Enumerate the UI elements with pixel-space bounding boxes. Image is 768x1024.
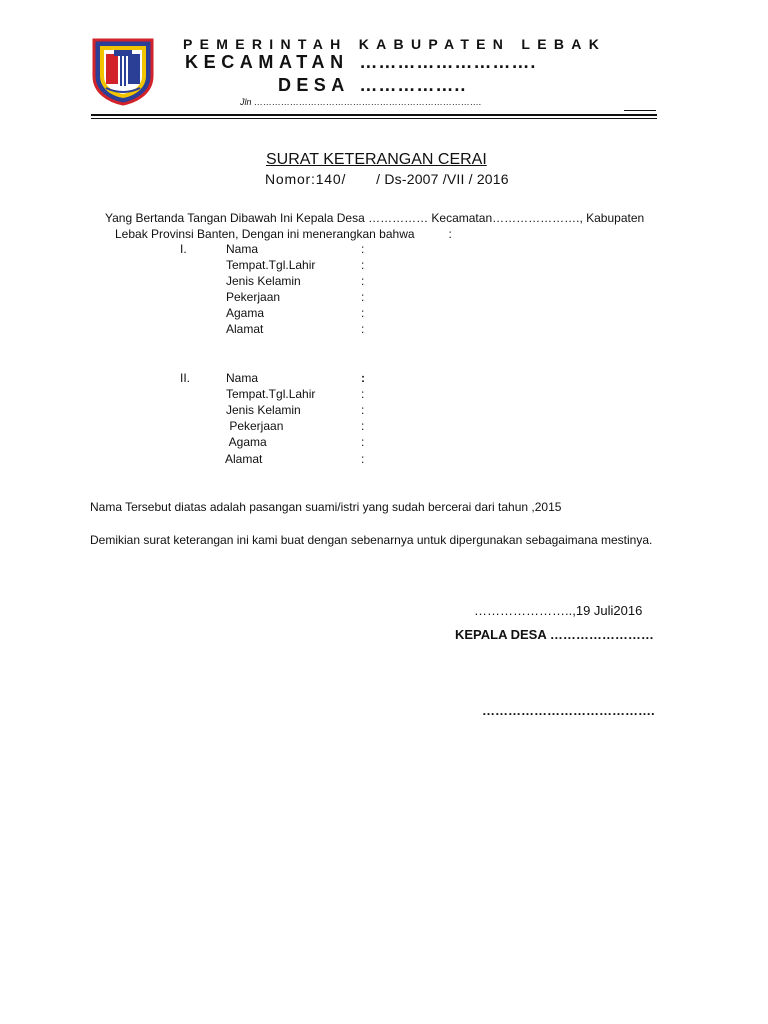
letterhead-rule-thin <box>91 118 657 119</box>
party-one-colon-gender: : <box>361 274 365 288</box>
document-title: SURAT KETERANGAN CERAI <box>266 151 487 168</box>
district-heading <box>185 52 536 73</box>
party-two-number: II. <box>180 371 191 385</box>
divorce-statement: Nama Tersebut diatas adalah pasangan suami/istri yang sudah bercerai dari tahun ,2015 <box>90 500 562 514</box>
letterhead-rule-thick <box>91 114 657 116</box>
signatory-position: KEPALA DESA …………………… <box>455 627 654 642</box>
intro-line-1: Yang Bertanda Tangan Dibawah Ini Kepala Desa …………… Kecamatan…………………., Kabupaten <box>105 211 645 225</box>
government-heading: PEMERINTAH KABUPATEN LEBAK <box>183 36 607 52</box>
place-date: …………………..,19 Juli2016 <box>474 603 643 618</box>
party-one-label-address: Alamat <box>226 322 264 336</box>
party-two-colon-address: : <box>361 452 365 466</box>
village-heading <box>278 75 466 96</box>
party-two-label-occupation: Pekerjaan <box>226 419 284 433</box>
closing-statement: Demikian surat keterangan ini kami buat dengan sebenarnya untuk dipergunakan sebagaimana mestinya. <box>90 533 653 547</box>
document-number-suffix: / Ds-2007 /VII / 2016 <box>376 171 509 187</box>
address-underline <box>624 110 656 111</box>
intro-colon: : <box>448 227 452 241</box>
party-one-colon-birth: : <box>361 258 365 272</box>
party-one-label-name: Nama <box>226 242 259 256</box>
party-two-colon-occupation: : <box>361 419 365 433</box>
party-two-label-gender: Jenis Kelamin <box>226 403 301 417</box>
party-one-label-gender: Jenis Kelamin <box>226 274 301 288</box>
party-two-colon-birth: : <box>361 387 365 401</box>
village-label: DESA <box>278 75 349 95</box>
document-number-prefix: Nomor:140/ <box>265 171 347 187</box>
party-two-colon-gender: : <box>361 403 365 417</box>
party-two-label-birth: Tempat.Tgl.Lahir <box>226 387 316 401</box>
party-one-colon-address: : <box>361 322 365 336</box>
party-one-number: I. <box>180 242 187 256</box>
signatory-name-placeholder: …………………………………. <box>482 703 655 718</box>
party-one-colon-name: : <box>361 242 365 256</box>
intro-line-2 <box>115 227 452 241</box>
party-two-label-address: Alamat <box>225 452 263 466</box>
party-one-label-occupation: Pekerjaan <box>226 290 281 304</box>
party-two-colon-name: : <box>361 371 365 385</box>
party-two-label-religion: Agama <box>226 435 267 449</box>
intro-line-2-text: Lebak Provinsi Banten, Dengan ini menerangkan bahwa <box>115 227 415 241</box>
party-one-label-birth: Tempat.Tgl.Lahir <box>226 258 316 272</box>
address-line: Jln …………………………………………………………………. <box>240 97 482 107</box>
party-two-colon-religion: : <box>361 435 365 449</box>
party-two-label-name: Nama <box>226 371 259 385</box>
document-number <box>265 171 509 187</box>
district-placeholder: ………………………. <box>359 52 537 72</box>
party-one-label-religion: Agama <box>226 306 265 320</box>
village-placeholder: …………….. <box>359 75 467 95</box>
party-one-colon-occupation: : <box>361 290 365 304</box>
regency-crest-icon <box>90 36 156 106</box>
district-label: KECAMATAN <box>185 52 349 72</box>
party-one-colon-religion: : <box>361 306 365 320</box>
